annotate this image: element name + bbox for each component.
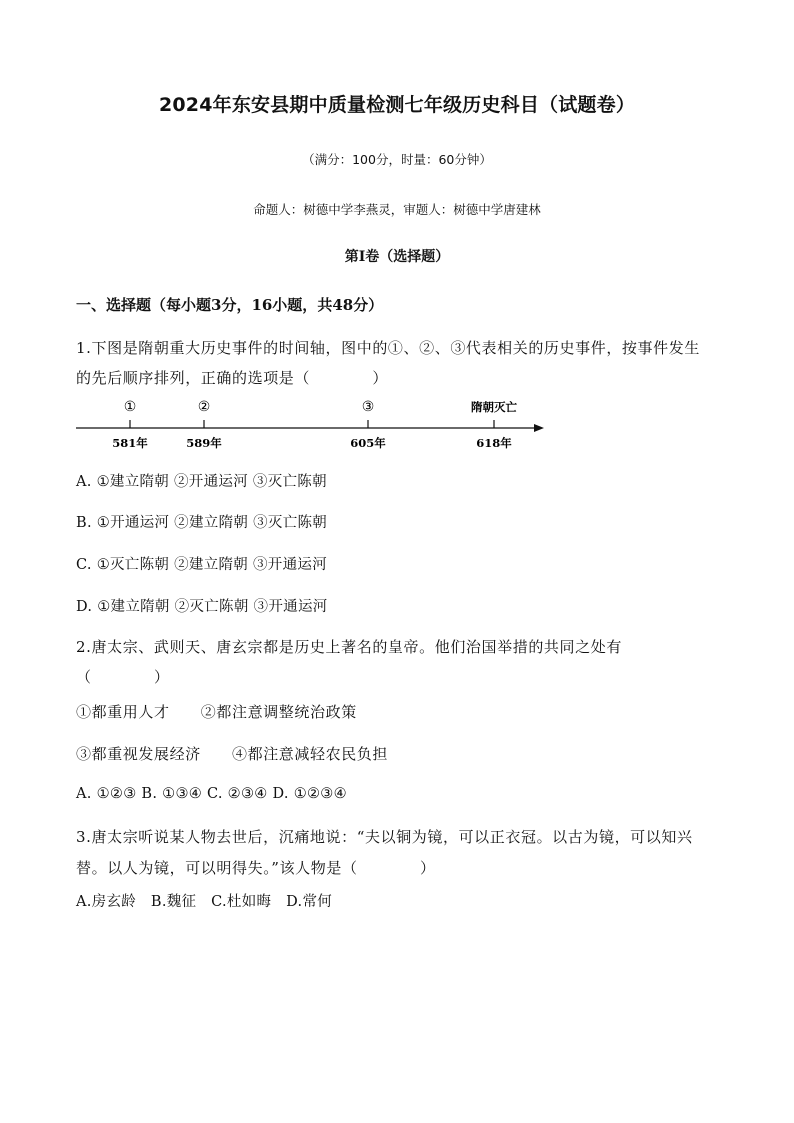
q1-option-b: B. ①开通运河 ②建立隋朝 ③灭亡陈朝: [76, 515, 328, 531]
exam-authors: 命题人：树德中学李燕灵，审题人：树德中学唐建林: [253, 202, 541, 217]
timeline-marker-1: ①: [123, 399, 137, 415]
q3-line1: 3.唐太宗听说某人物去世后，沉痛地说：“夫以铜为镜，可以正衣冠。以古为镜，可以知兴: [76, 828, 693, 846]
timeline-year-3: 605年: [350, 436, 386, 450]
timeline-marker-4: 隋朝灭亡: [471, 400, 517, 414]
q2-line2: （ ）: [76, 668, 170, 686]
q2-line1: 2.唐太宗、武则天、唐玄宗都是历史上著名的皇帝。他们治国举措的共同之处有: [76, 638, 622, 656]
q1-option-a: A. ①建立隋朝 ②开通运河 ③灭亡陈朝: [76, 474, 327, 490]
q2-item-1: ①都重用人才 ②都注意调整统治政策: [76, 703, 357, 721]
timeline-marker-2: ②: [197, 399, 211, 415]
timeline-year-4: 618年: [476, 436, 512, 450]
q2-options: A. ①②③ B. ①③④ C. ②③④ D. ①②③④: [76, 786, 347, 802]
q2-item-2: ③都重视发展经济 ④都注意减轻农民负担: [76, 745, 389, 763]
timeline-year-2: 589年: [186, 436, 222, 450]
q1-line2: 的先后顺序排列，正确的选项是（ ）: [76, 369, 389, 387]
q1-timeline: [74, 394, 544, 460]
section-title: 第Ⅰ卷（选择题）: [344, 249, 450, 265]
q1-line1: 1.下图是隋朝重大历史事件的时间轴，图中的①、②、③代表相关的历史事件，按事件发生: [76, 339, 700, 357]
exam-title: 2024年东安县期中质量检测七年级历史科目（试题卷）: [158, 94, 636, 116]
timeline-marker-3: ③: [361, 399, 375, 415]
timeline-year-1: 581年: [112, 436, 148, 450]
part-title: 一、选择题（每小题3分，16小题，共48分）: [76, 296, 384, 314]
q1-option-d: D. ①建立隋朝 ②灭亡陈朝 ③开通运河: [76, 599, 328, 615]
q1-option-c: C. ①灭亡陈朝 ②建立隋朝 ③开通运河: [76, 557, 328, 573]
exam-info: （满分：100分，时量：60分钟）: [302, 152, 492, 167]
q3-options: A.房玄龄 B.魏征 C.杜如晦 D.常何: [76, 894, 333, 910]
timeline-arrow-icon: [534, 424, 544, 432]
q3-line2: 替。以人为镜，可以明得失。”该人物是（ ）: [76, 859, 436, 877]
